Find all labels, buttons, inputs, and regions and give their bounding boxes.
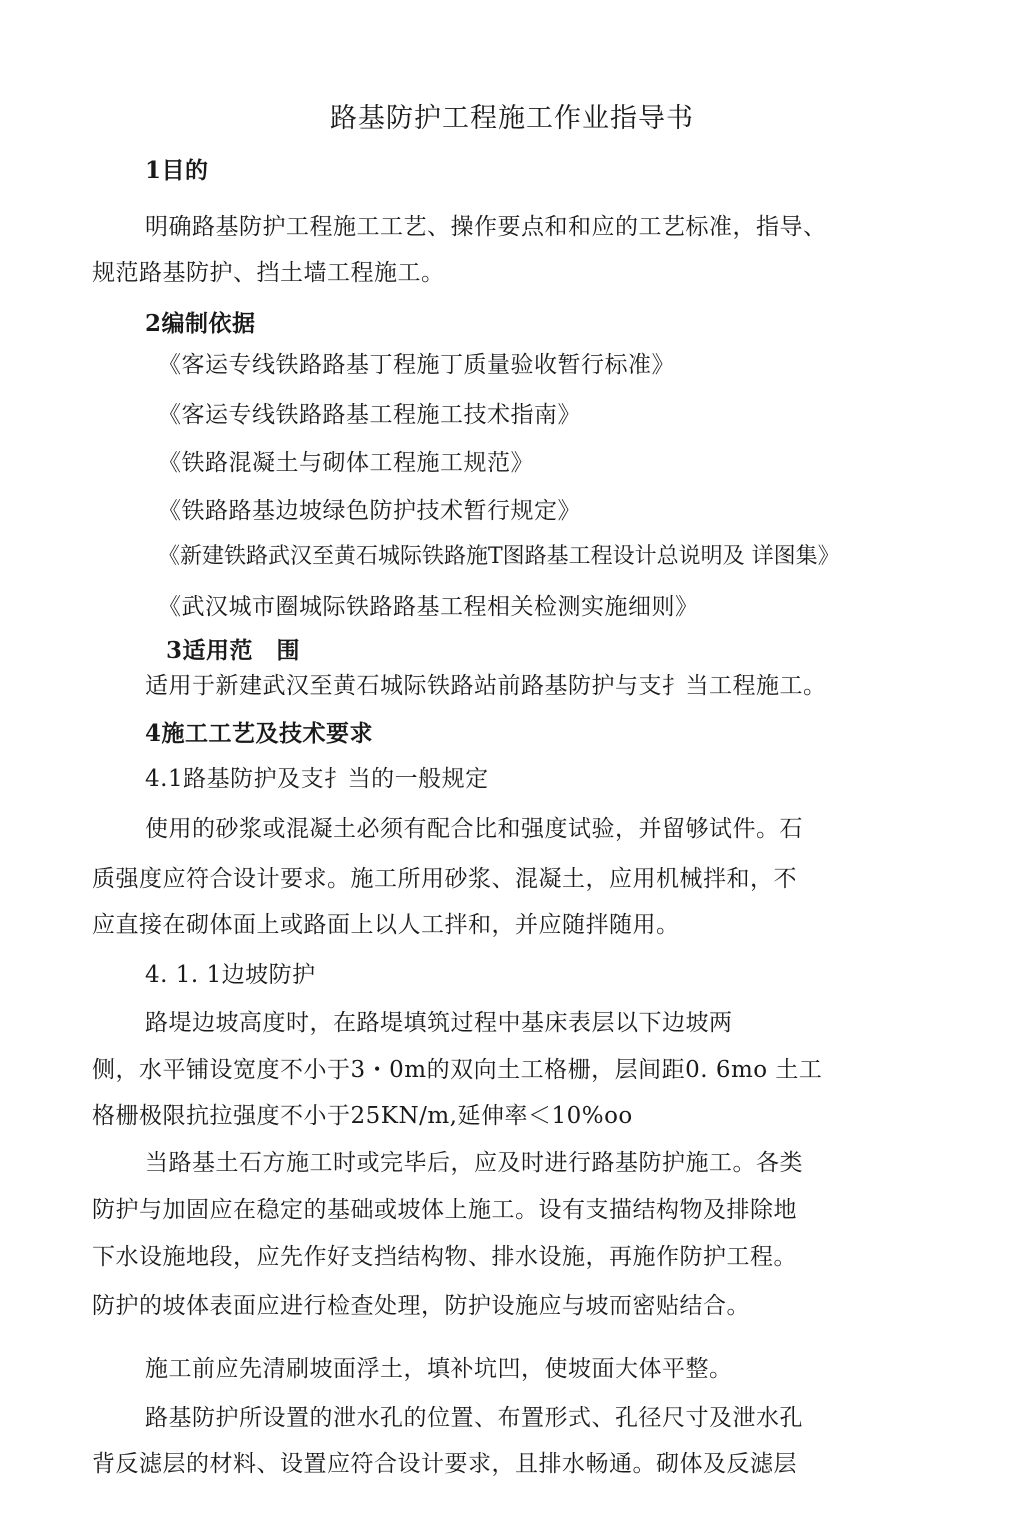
- reference-item: 《铁路混凝土与砌体工程施工规范》: [158, 450, 534, 476]
- paragraph-line: 格栅极限抗拉强度不小于25KN/m,延伸率＜10%oo: [92, 1103, 633, 1129]
- paragraph-line: 防护与加固应在稳定的基础或坡体上施工。设有支描结构物及排除地: [92, 1197, 797, 1223]
- document-title: 路基防护工程施工作业指导书: [330, 103, 694, 134]
- reference-item: 《铁路路基边坡绿色防护技术暂行规定》: [158, 498, 581, 524]
- paragraph-line: 应直接在砌体面上或路面上以人工拌和，并应随拌随用。: [92, 912, 680, 938]
- paragraph-line: 防护的坡体表面应进行检查处理，防护设施应与坡而密贴结合。: [92, 1293, 750, 1319]
- section-2-heading: 2编制依据: [145, 310, 256, 337]
- reference-item: 《客运专线铁路路基丁程施丁质量验收暂行标准》: [158, 352, 675, 378]
- paragraph-line: 下水设施地段，应先作好支挡结构物、排水设施，再施作防护工程。: [92, 1244, 797, 1270]
- paragraph-line: 规范路基防护、挡土墙工程施工。: [92, 260, 445, 286]
- paragraph-line: 当路基土石方施工时或完毕后，应及时进行路基防护施工。各类: [145, 1150, 803, 1176]
- subsection-heading: 4. 1. 1边坡防护: [145, 962, 316, 988]
- paragraph-line: 使用的砂浆或混凝土必须有配合比和强度试验，并留够试件。石: [145, 816, 803, 842]
- paragraph-line: 侧，水平铺设宽度不小于3・0m的双向土工格栅，层间距0. 6mo 土工: [92, 1057, 823, 1083]
- subsection-heading: 4.1路基防护及支扌当的一般规定: [145, 766, 489, 792]
- section-3-heading: 3适用范 围: [166, 637, 301, 664]
- section-1-heading: 1目的: [145, 157, 209, 184]
- paragraph-line: 施工前应先清刷坡面浮土，填补坑凹，使坡面大体平整。: [145, 1356, 733, 1382]
- paragraph-line: 质强度应符合设计要求。施工所用砂浆、混凝土，应用机械拌和，不: [92, 866, 797, 892]
- reference-item: 《武汉城市圈城际铁路路基工程相关检测实施细则》: [158, 594, 699, 620]
- reference-item: 《客运专线铁路路基工程施工技术指南》: [158, 402, 581, 428]
- section-4-heading: 4施工工艺及技术要求: [145, 720, 374, 747]
- paragraph-line: 路基防护所设置的泄水孔的位置、布置形式、孔径尺寸及泄水孔: [145, 1405, 803, 1431]
- paragraph-line: 背反滤层的材料、设置应符合设计要求，且排水畅通。砌体及反滤层: [92, 1451, 797, 1477]
- paragraph-line: 明确路基防护工程施工工艺、操作要点和和应的工艺标准，指导、: [145, 214, 827, 240]
- paragraph-line: 路堤边坡高度时，在路堤填筑过程中基床表层以下边坡两: [145, 1010, 733, 1036]
- reference-item: 《新建铁路武汉至黄石城际铁路施T图路基工程设计总说明及 详图集》: [158, 544, 840, 569]
- paragraph-line: 适用于新建武汉至黄石城际铁路站前路基防护与支扌当工程施工。: [145, 673, 827, 699]
